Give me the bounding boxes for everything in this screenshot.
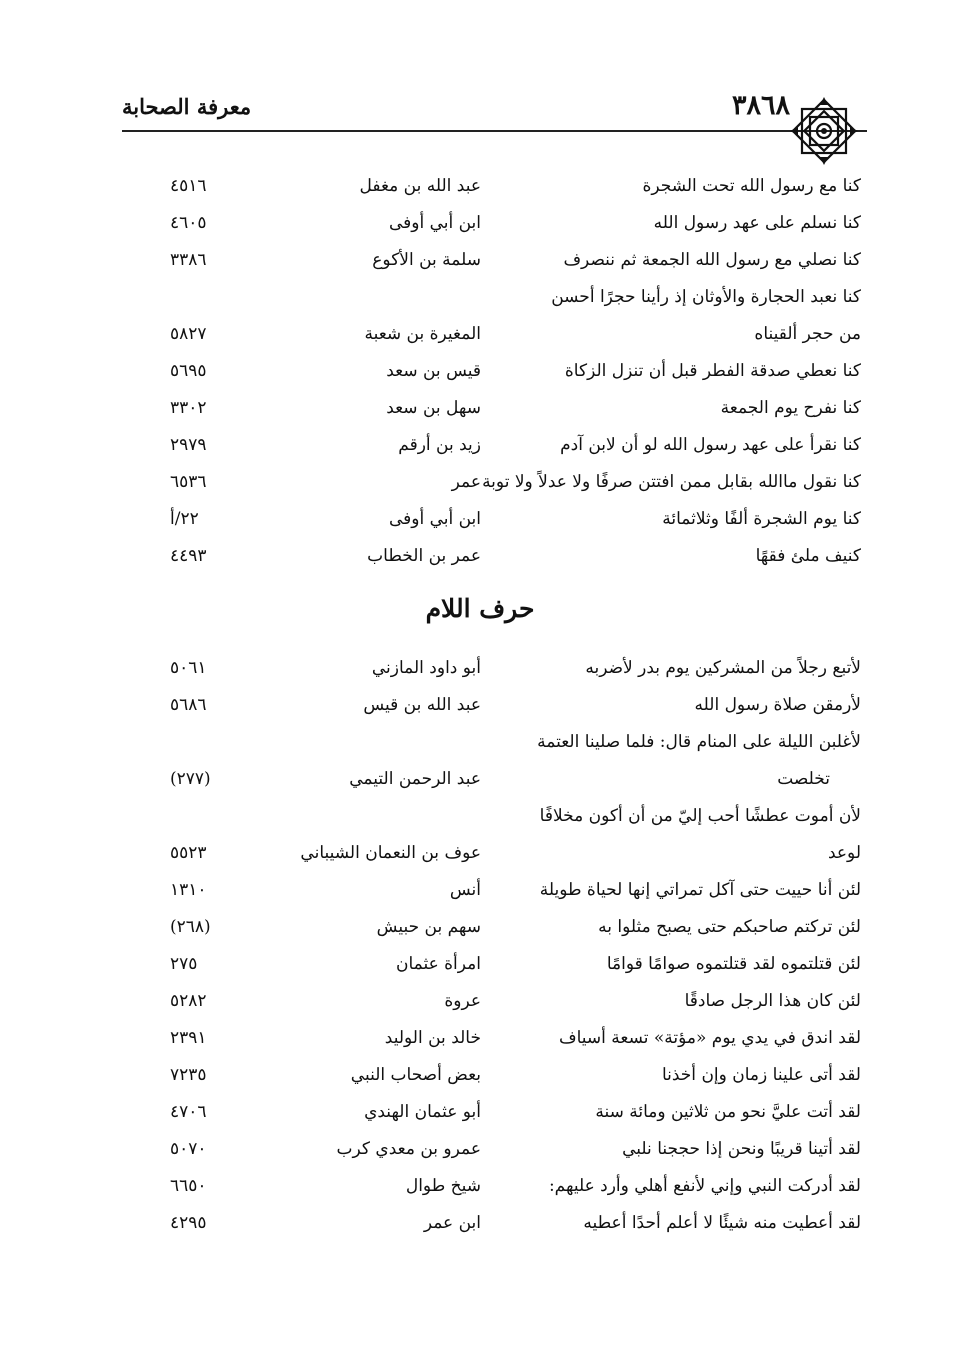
phrase-text: لوعد bbox=[827, 843, 861, 863]
index-row bbox=[0, 205, 961, 242]
index-row bbox=[0, 835, 961, 872]
phrase-text: لأن أموت عطشًا أحب إليّ من أن أكون مخلافًا bbox=[539, 806, 861, 826]
index-row bbox=[0, 1131, 961, 1168]
index-row bbox=[0, 501, 961, 538]
phrase-text: كنا نقول ماالله بقابل ممن افتتن صرفًا ولا عدلاً ولا توبة bbox=[482, 472, 861, 492]
reference-number: ٧٢٣٥ bbox=[170, 1065, 207, 1085]
reference-number: ٥٦٩٥ bbox=[170, 361, 207, 381]
phrase-text: كنا يوم الشجرة ألفًا وثلاثمائة bbox=[662, 509, 861, 529]
phrase-text: كنا نعطي صدقة الفطر قبل أن تنزل الزكاة bbox=[564, 361, 861, 381]
phrase-text: لقد أتينا قريبًا ونحن إذا حججنا نلبي bbox=[622, 1139, 861, 1159]
reference-number: ٥٨٢٧ bbox=[170, 324, 207, 344]
index-row bbox=[0, 650, 961, 687]
narrator-name: المغيرة بن شعبة bbox=[364, 324, 481, 344]
index-row bbox=[0, 798, 961, 835]
narrator-name: ابن عمر bbox=[423, 1213, 481, 1233]
narrator-name: عروة bbox=[444, 991, 481, 1011]
narrator-name: امرأة عثمان bbox=[395, 954, 481, 974]
index-row bbox=[0, 687, 961, 724]
reference-number: ٢٩٧٩ bbox=[170, 435, 207, 455]
reference-number: ٥٦٨٦ bbox=[170, 695, 207, 715]
book-title: معرفة الصحابة bbox=[122, 94, 252, 119]
reference-number: ٥٢٨٢ bbox=[170, 991, 207, 1011]
index-row bbox=[0, 983, 961, 1020]
narrator-name: سهم بن حبيش bbox=[376, 917, 481, 937]
page-number: ٣٨٦٨ bbox=[732, 90, 791, 121]
phrase-text: كنيف ملئ فقهًا bbox=[755, 546, 861, 566]
index-row bbox=[0, 946, 961, 983]
reference-number: ٢٢/أ bbox=[170, 509, 199, 529]
phrase-text: كنا نصلي مع رسول الله الجمعة ثم ننصرف bbox=[563, 250, 861, 270]
narrator-name: خالد بن الوليد bbox=[384, 1028, 481, 1048]
phrase-text: لقد اندق في يدي يوم «مؤتة» تسعة أسياف bbox=[558, 1028, 861, 1048]
phrase-text: كنا نسلم على عهد رسول الله bbox=[653, 213, 861, 233]
narrator-name: عبد الرحمن التيمي bbox=[349, 769, 481, 789]
phrase-text: لأتبع رجلاً من المشركين يوم بدر لأضربه bbox=[585, 658, 861, 678]
index-row bbox=[0, 1168, 961, 1205]
narrator-name: ابن أبي أوفى bbox=[388, 213, 481, 233]
index-row bbox=[0, 242, 961, 279]
narrator-name: سهل بن سعد bbox=[386, 398, 481, 418]
index-row bbox=[0, 538, 961, 575]
index-row bbox=[0, 1205, 961, 1242]
phrase-text: لأرمقن صلاة رسول الله bbox=[694, 695, 861, 715]
index-row bbox=[0, 390, 961, 427]
section-heading: حرف اللام bbox=[425, 594, 535, 623]
reference-number: ٢٣٩١ bbox=[170, 1028, 207, 1048]
reference-number: ٥٠٧٠ bbox=[170, 1139, 207, 1159]
reference-number: ٣٣٨٦ bbox=[170, 250, 207, 270]
phrase-text: لئن كان هذا الرجل صادقًا bbox=[684, 991, 861, 1011]
reference-number: ١٣١٠ bbox=[170, 880, 207, 900]
reference-number: ٢٧٥ bbox=[170, 954, 198, 974]
reference-number: ٤٦٠٥ bbox=[170, 213, 207, 233]
narrator-name: قيس بن سعد bbox=[386, 361, 481, 381]
index-row bbox=[0, 464, 961, 501]
index-row bbox=[0, 872, 961, 909]
narrator-name: بعض أصحاب النبي bbox=[350, 1065, 481, 1085]
phrase-text: لقد أدركت النبي وإني لأنفع أهلي وأرد عليهم: bbox=[548, 1176, 861, 1196]
narrator-name: أبو داود المازني bbox=[371, 658, 481, 678]
index-row bbox=[0, 1020, 961, 1057]
phrase-text: تخلصت bbox=[777, 769, 830, 789]
index-row bbox=[0, 279, 961, 316]
reference-number: ٤٢٩٥ bbox=[170, 1213, 207, 1233]
index-row bbox=[0, 724, 961, 761]
reference-number: ٦٥٣٦ bbox=[170, 472, 207, 492]
narrator-name: عمر bbox=[451, 472, 481, 492]
reference-number: ٤٥١٦ bbox=[170, 176, 207, 196]
index-row bbox=[0, 316, 961, 353]
narrator-name: عمر بن الخطاب bbox=[367, 546, 481, 566]
phrase-text: لأغلبن الليلة على المنام قال: فلما صلينا العتمة bbox=[537, 732, 861, 752]
phrase-text: لقد أتت عليَّ نحو من ثلاثين ومائة سنة bbox=[595, 1102, 861, 1122]
narrator-name: ابن أبي أوفى bbox=[388, 509, 481, 529]
narrator-name: زيد بن أرقم bbox=[398, 435, 481, 455]
phrase-text: كنا نقرأ على عهد رسول الله لو أن لابن آدم bbox=[560, 435, 861, 455]
reference-number: ٤٤٩٣ bbox=[170, 546, 207, 566]
reference-number: ٥٠٦١ bbox=[170, 658, 207, 678]
index-row bbox=[0, 427, 961, 464]
phrase-text: لئن أنا حييت حتى آكل تمراتي إنها لحياة طويلة bbox=[539, 880, 861, 900]
index-row bbox=[0, 353, 961, 390]
index-row bbox=[0, 1057, 961, 1094]
narrator-name: عمرو بن معدي كرب bbox=[336, 1139, 481, 1159]
reference-number: (٢٧٧) bbox=[170, 769, 211, 789]
narrator-name: أبو عثمان الهندي bbox=[364, 1102, 481, 1122]
phrase-text: كنا مع رسول الله تحت الشجرة bbox=[642, 176, 861, 196]
index-row bbox=[0, 761, 961, 798]
phrase-text: لئن قتلتموه لقد قتلتموه صوامًا قوامًا bbox=[606, 954, 861, 974]
narrator-name: عبد الله بن قيس bbox=[363, 695, 481, 715]
phrase-text: كنا نفرح يوم الجمعة bbox=[720, 398, 861, 418]
narrator-name: عوف بن النعمان الشيباني bbox=[300, 843, 481, 863]
narrator-name: سلمة بن الأكوع bbox=[372, 250, 481, 270]
phrase-text: كنا نعبد الحجارة والأوثان إذ رأينا حجرًا أحسن bbox=[551, 287, 861, 307]
narrator-name: أنس bbox=[449, 880, 481, 900]
reference-number: ٥٥٢٣ bbox=[170, 843, 207, 863]
reference-number: ٣٣٠٢ bbox=[170, 398, 207, 418]
narrator-name: شيخ طوال bbox=[405, 1176, 481, 1196]
narrator-name: عبد الله بن مغفل bbox=[359, 176, 481, 196]
reference-number: ٦٦٥٠ bbox=[170, 1176, 207, 1196]
phrase-text: لقد أتى علينا زمان وإن أخذنا bbox=[661, 1065, 861, 1085]
reference-number: (٢٦٨) bbox=[170, 917, 211, 937]
index-row bbox=[0, 1094, 961, 1131]
index-row bbox=[0, 168, 961, 205]
index-row bbox=[0, 909, 961, 946]
phrase-text: لئن تركتم صاحبكم حتى يصبح مثلوا به bbox=[598, 917, 861, 937]
phrase-text: من حجر ألقيناه bbox=[754, 324, 861, 344]
phrase-text: لقد أعطيت منه شيئًا لا أعلم أحدًا أعطيه bbox=[583, 1213, 861, 1233]
reference-number: ٤٧٠٦ bbox=[170, 1102, 207, 1122]
